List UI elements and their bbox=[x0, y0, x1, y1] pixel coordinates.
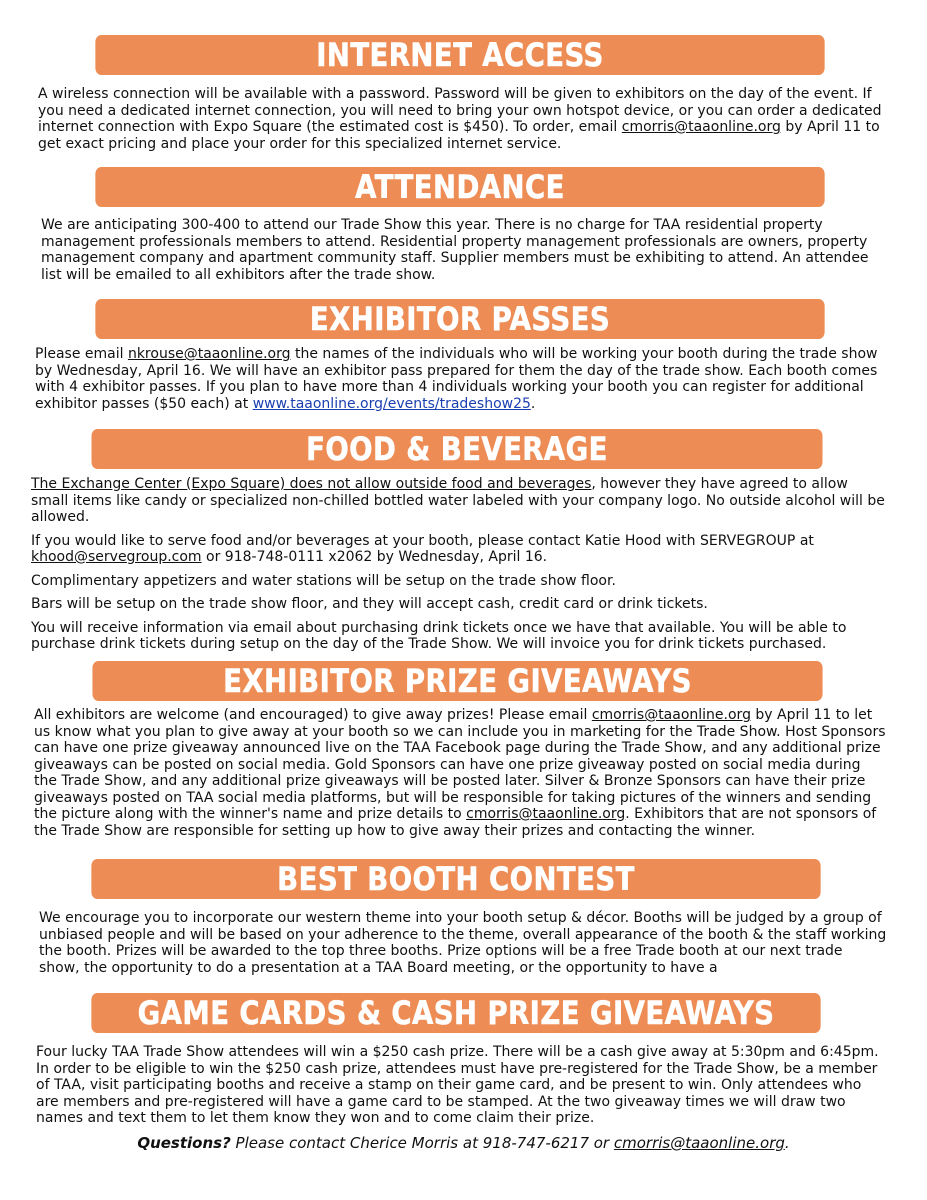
section-banner-attendance bbox=[95, 167, 824, 207]
registration-link[interactable]: www.taaonline.org/events/tradeshow25 bbox=[252, 395, 531, 412]
section-banner-cash bbox=[91, 993, 820, 1033]
section-banner-prizes bbox=[92, 661, 822, 701]
section-title: ATTENDANCE bbox=[355, 168, 565, 206]
section-banner-food bbox=[92, 429, 823, 469]
internet-text: A wireless connection will be available with a password. Password will be given to exhibitors on the day of the event. If you need a dedicated internet connection, you will need to bring your own hotspot device, or you can order a dedicated internet connection with Expo Square (the estimated cost is $450). To order, email cmorris@taaonline.org by April 11 to get exact pricing and place your order for this specialized internet service. bbox=[38, 86, 882, 152]
section-title: FOOD & BEVERAGE bbox=[306, 430, 608, 468]
food-text: The Exchange Center (Expo Square) does not allow outside food and beverages, however they have agreed to allow small items like candy or specialized non-chilled bottled water labeled with your company logo. No outside alcohol will be allowed. If you would like to serve food and/or beverages at your booth, please contact Katie Hood with SERVEGROUP at khood@servegroup.com or 918-748-0111 x2062 by Wednesday, April 16. Complimentary appetizers and water stations will be setup on the trade show floor. Bars will be setup on the trade show floor, and they will accept cash, credit card or drink tickets. You will receive information via email about purchasing drink tickets once we have that available. You will be able to purchase drink tickets during setup on the day of the Trade Show. We will invoice you for drink tickets purchased. bbox=[31, 476, 885, 652]
section-banner-booth bbox=[91, 859, 820, 899]
email-link[interactable]: cmorris@taaonline.org bbox=[621, 119, 781, 135]
section-title: EXHIBITOR PASSES bbox=[309, 300, 611, 338]
section-banner-passes bbox=[95, 299, 824, 339]
email-link[interactable]: cmorris@taaonline.org bbox=[466, 806, 626, 822]
booth-text: We encourage you to incorporate our western theme into your booth setup & décor. Booths will be judged by a group of unbiased people and will be based on your adherence to the theme, overall appearance of the booth & the staff working the booth. Prizes will be awarded to the top three booths. Prize options will be a free Trade booth at our next trade show, the opportunity to do a presentation at a TAA Board meeting, or the opportunity to have a bbox=[39, 910, 887, 976]
section-title: BEST BOOTH CONTEST bbox=[277, 860, 635, 898]
email-link[interactable]: cmorris@taaonline.org bbox=[591, 707, 751, 723]
prizes-text: All exhibitors are welcome (and encouraged) to give away prizes! Please email cmorris@taaonline.org by April 11 to let us know what you plan to give away at your booth so we can include you in marketing for the Trade Show. Host Sponsors can have one prize giveaway announced live on the TAA Facebook page during the Trade Show, and any additional prize giveaways can be posted on social media. Gold Sponsors can have one prize giveaway posted on social media during the Trade Show, and any additional prize giveaways will be posted later. Silver & Bronze Sponsors can have their prize giveaways posted on TAA social media platforms, but will be responsible for taking pictures of the winners and sending the picture along with the winner's name and prize details to cmorris@taaonline.org. Exhibitors that are not sponsors of the Trade Show are responsible for setting up how to give away their prizes and contacting the winner. bbox=[34, 707, 886, 839]
passes-text: Please email nkrouse@taaonline.org the names of the individuals who will be working your booth during the trade show by Wednesday, April 16. We will have an exhibitor pass prepared for them the day of the trade show. Each booth comes with 4 exhibitor passes. If you plan to have more than 4 individuals working your booth you can register for additional exhibitor passes ($50 each) at www.taaonline.org/events/tradeshow25. bbox=[35, 346, 878, 412]
cash-text: Four lucky TAA Trade Show attendees will win a $250 cash prize. There will be a cash give away at 5:30pm and 6:45pm. In order to be eligible to win the $250 cash prize, attendees must have pre-registered for the Trade Show, be a member of TAA, visit participating booths and receive a stamp on their game card, and be present to win. Only attendees who are members and pre-registered will have a game card to be stamped. At the two giveaway times we will draw two names and text them to let them know they won and to come claim their prize. bbox=[36, 1044, 879, 1126]
email-link[interactable]: cmorris@taaonline.org bbox=[613, 1134, 785, 1152]
section-title: GAME CARDS & CASH PRIZE GIVEAWAYS bbox=[137, 994, 775, 1032]
attendance-text: We are anticipating 300-400 to attend our Trade Show this year. There is no charge for TAA residential property management professionals members to attend. Residential property management professionals are owners, property management company and apartment community staff. Supplier members must be exhibiting to attend. An attendee list will be emailed to all exhibitors after the trade show. bbox=[41, 217, 869, 283]
questions-lead: Questions? bbox=[137, 1134, 231, 1152]
section-banner-internet bbox=[95, 35, 824, 75]
email-link[interactable]: khood@servegroup.com bbox=[31, 549, 202, 565]
questions-footer: Questions? Please contact Cherice Morris at 918-747-6217 or cmorris@taaonline.org. bbox=[137, 1134, 790, 1152]
section-title: EXHIBITOR PRIZE GIVEAWAYS bbox=[223, 662, 692, 700]
email-link[interactable]: nkrouse@taaonline.org bbox=[127, 346, 291, 362]
section-title: INTERNET ACCESS bbox=[316, 36, 604, 74]
